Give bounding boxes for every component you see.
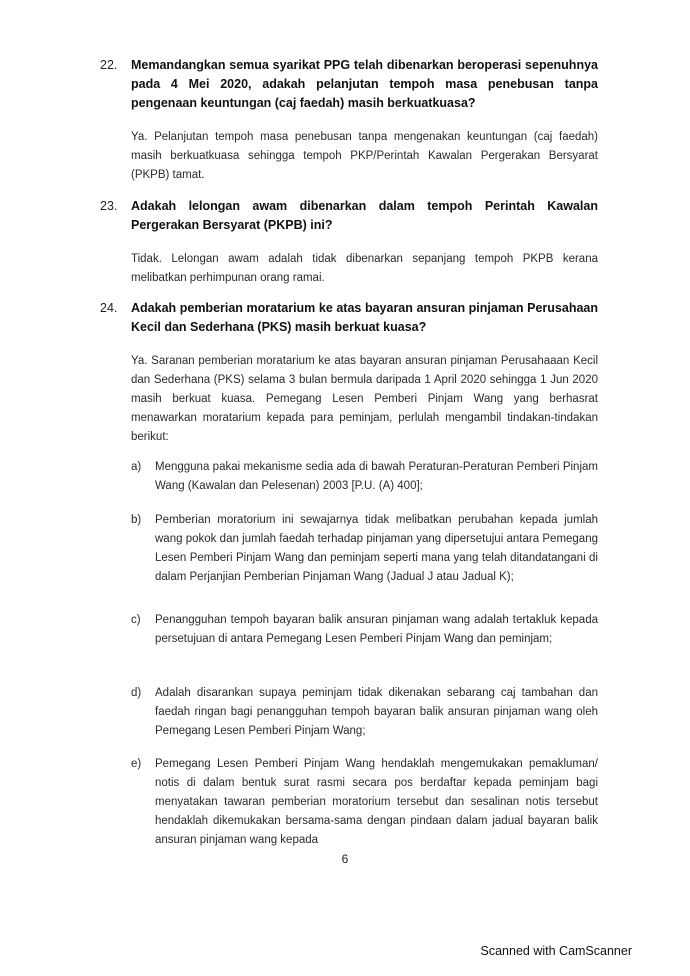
question-text: Adakah lelongan awam dibenarkan dalam tempoh Perintah Kawalan Pergerakan Bersyarat (PKPB) ini? <box>131 199 598 232</box>
answer-text: Tidak. Lelongan awam adalah tidak dibenarkan sepanjang tempoh PKPB kerana melibatkan perhimpunan orang ramai. <box>131 253 598 284</box>
question-number: 23. <box>100 199 118 213</box>
question-number: 24. <box>100 301 118 315</box>
list-item-text: Adalah disarankan supaya peminjam tidak dikenakan sebarang caj tambahan dan faedah ringan bagi penangguhan tempoh bayaran balik ansuran pinjaman wang oleh Pemegang Lesen Pemberi Pinjam Wang; <box>155 687 598 737</box>
question-text: Memandangkan semua syarikat PPG telah dibenarkan beroperasi sepenuhnya pada 4 Mei 2020, adakah pelanjutan tempoh masa penebusan tanpa pengenaan keuntungan (caj faedah) masih berkuatkuasa? <box>131 58 598 110</box>
answer-text: Ya. Pelanjutan tempoh masa penebusan tanpa mengenakan keuntungan (caj faedah) masih berkuatkuasa sehingga tempoh PKP/Perintah Kawalan Pergerakan Bersyarat (PKPB) tamat. <box>131 131 598 181</box>
answer-text: Ya. Saranan pemberian moratarium ke atas bayaran ansuran pinjaman Perusahaaan Kecil dan Sederhana (PKS) selama 3 bulan bermula daripada 1 April 2020 sehingga 1 Jun 2020 masih berkuat kuasa. Pemegang Lesen Pemberi Pinjam Wang yang berhasrat menawarkan moratarium kepada para peminjam, perlulah mengambil tindakan-tindakan berikut: <box>131 355 598 443</box>
list-item-text: Pemberian moratorium ini sewajarnya tidak melibatkan perubahan kepada jumlah wang pokok dan jumlah faedah terhadap pinjaman yang dipersetujui antara Pemegang Lesen Pemberi Pinjam Wang dan peminjam seperti mana yang telah ditandatangani di dalam Perjanjian Pemberian Pinjaman Wang (Jadual J atau Jadual K); <box>155 514 598 583</box>
list-item-text: Penangguhan tempoh bayaran balik ansuran pinjaman wang adalah tertakluk kepada persetujuan di antara Pemegang Lesen Pemberi Pinjam Wang dan peminjam; <box>155 614 598 645</box>
list-item-label: d) <box>131 687 142 699</box>
list-item-label: c) <box>131 614 141 626</box>
page-number: 6 <box>341 852 349 866</box>
list-item-label: b) <box>131 514 142 526</box>
list-item-label: e) <box>131 758 142 770</box>
list-item-label: a) <box>131 461 142 473</box>
scanner-watermark: Scanned with CamScanner <box>480 944 632 958</box>
list-item-text: Mengguna pakai mekanisme sedia ada di bawah Peraturan-Peraturan Pemberi Pinjam Wang (Kawalan dan Pelesenan) 2003 [P.U. (A) 400]; <box>155 461 598 492</box>
list-item-text: Pemegang Lesen Pemberi Pinjam Wang hendaklah mengemukakan pemakluman/ notis di dalam bentuk surat rasmi secara pos berdaftar kepada peminjam bagi menyatakan tawaran pemberian moratorium tersebut dan sesalinan notis tersebut hendaklah dikemukakan bersama-sama dengan pindaan dalam jadual bayaran balik ansuran pinjaman wang kepada <box>155 758 598 846</box>
question-number: 22. <box>100 58 118 72</box>
question-text: Adakah pemberian moratarium ke atas bayaran ansuran pinjaman Perusahaan Kecil dan Sederhana (PKS) masih berkuat kuasa? <box>131 301 598 334</box>
